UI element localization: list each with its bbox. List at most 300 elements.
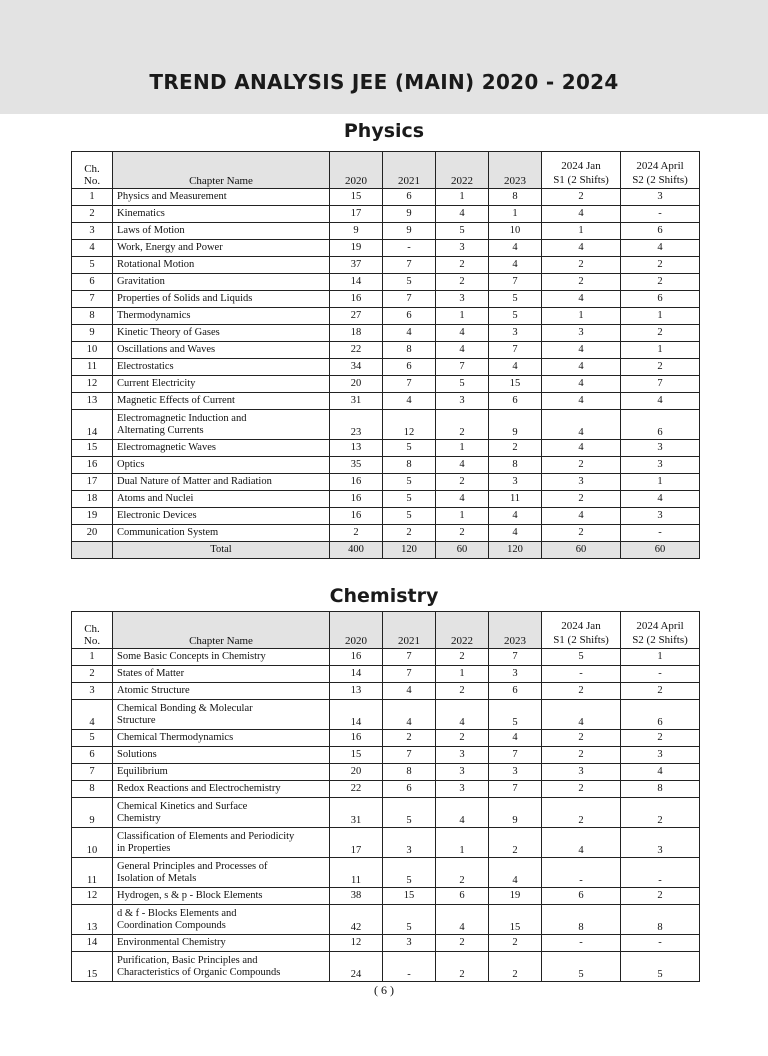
count-2021: 9 [383,206,436,223]
count-2024-jan: 2 [542,798,621,828]
count-2024-jan: 2 [542,491,621,508]
count-2021: 7 [383,291,436,308]
count-2023: 11 [489,491,542,508]
chapter-number: 15 [72,440,113,457]
physics-header-row [72,152,700,189]
count-2024-jan: 4 [542,342,621,359]
chemistry-table-row [72,666,700,683]
count-2024-april: 5 [621,952,700,982]
count-2020: 16 [330,491,383,508]
count-2022: 2 [436,474,489,491]
count-2022: 3 [436,393,489,410]
count-2024-jan: - [542,666,621,683]
count-2023: 6 [489,683,542,700]
april-2024-header [621,612,700,649]
chapter-name-line: Chemistry [117,812,161,824]
count-2021: 5 [383,491,436,508]
count-2024-april: 6 [621,700,700,730]
count-2024-jan: 5 [542,649,621,666]
count-2024-april: 4 [621,491,700,508]
count-2023: 7 [489,649,542,666]
count-2023: 3 [489,474,542,491]
count-2021: 4 [383,700,436,730]
count-2023: 4 [489,525,542,542]
count-2022: 2 [436,274,489,291]
count-2022: 5 [436,223,489,240]
chapter-number: 1 [72,189,113,206]
chapter-number: 10 [72,342,113,359]
chapter-number: 19 [72,508,113,525]
count-2021: 15 [383,888,436,905]
chapter-name [113,274,330,291]
chapter-number-header [72,612,113,649]
count-2020: 18 [330,325,383,342]
count-2024-april: - [621,935,700,952]
count-2020: 35 [330,457,383,474]
count-2023: 15 [489,905,542,935]
count-2023: 4 [489,257,542,274]
count-2024-april: 1 [621,474,700,491]
count-2021: 8 [383,342,436,359]
physics-table-row [72,223,700,240]
count-2021: 7 [383,649,436,666]
count-2023: 2 [489,440,542,457]
count-2020: 31 [330,393,383,410]
chapter-number: 2 [72,666,113,683]
count-2024-april: 3 [621,747,700,764]
count-2023: 4 [489,858,542,888]
chapter-name-line: Structure [117,714,156,726]
page-number: ( 6 ) [374,983,394,997]
chapter-name-line: Equilibrium [117,766,168,777]
chapter-name-line: Chemical Thermodynamics [117,732,234,743]
count-2022: 2 [436,935,489,952]
chemistry-table-row [72,700,700,730]
count-2020: 16 [330,291,383,308]
count-2022: 1 [436,508,489,525]
count-2020: 22 [330,781,383,798]
chapter-name [113,525,330,542]
count-2024-jan: 2 [542,683,621,700]
chapter-name-line: Classification of Elements and Periodicity [117,830,295,842]
chapter-name-line: Chemical Bonding & Molecular [117,702,253,714]
year-2020-header [330,612,383,649]
chapter-name-line: Laws of Motion [117,225,185,236]
chapter-number: 4 [72,700,113,730]
count-2024-april: 7 [621,376,700,393]
count-2024-april: 2 [621,257,700,274]
chapter-number: 11 [72,359,113,376]
count-2022: 4 [436,325,489,342]
count-2022: 5 [436,376,489,393]
count-2020: 11 [330,858,383,888]
physics-table-row [72,189,700,206]
chapter-name [113,798,330,828]
count-2024-april: 1 [621,649,700,666]
count-2023: 9 [489,798,542,828]
chapter-name-line: Some Basic Concepts in Chemistry [117,651,266,662]
year-2021-header [383,612,436,649]
count-2020: 42 [330,905,383,935]
chapter-number: 20 [72,525,113,542]
chapter-number: 18 [72,491,113,508]
year-2020-header [330,152,383,189]
chapter-name-line: Hydrogen, s & p - Block Elements [117,890,263,901]
physics-table-row [72,325,700,342]
chapter-number: 17 [72,474,113,491]
total-2023: 120 [489,542,542,559]
chapter-name-header-text: Chapter Name [189,175,253,187]
count-2024-jan: 4 [542,828,621,858]
year-2023-header-text: 2023 [504,635,526,647]
chapter-name [113,291,330,308]
physics-table-row [72,308,700,325]
physics-table-row [72,491,700,508]
count-2021: 5 [383,798,436,828]
chapter-name [113,206,330,223]
chapter-number: 10 [72,828,113,858]
physics-table-row [72,257,700,274]
count-2024-jan: 2 [542,274,621,291]
count-2024-jan: 4 [542,440,621,457]
count-2024-april: 3 [621,457,700,474]
count-2021: 7 [383,666,436,683]
count-2024-jan: 3 [542,764,621,781]
chemistry-table-row [72,747,700,764]
physics-table-row [72,274,700,291]
count-2020: 14 [330,274,383,291]
total-2020: 400 [330,542,383,559]
april-2024-header-text: S2 (2 Shifts) [632,634,688,646]
count-2024-april: 3 [621,189,700,206]
count-2021: 6 [383,308,436,325]
count-2024-jan: 4 [542,393,621,410]
chapter-number: 14 [72,410,113,440]
chemistry-table-row [72,683,700,700]
count-2024-april: 2 [621,683,700,700]
chapter-number: 16 [72,457,113,474]
chapter-name [113,905,330,935]
count-2023: 5 [489,308,542,325]
chapter-name-line: General Principles and Processes of [117,860,268,872]
physics-table-row [72,376,700,393]
count-2022: 2 [436,683,489,700]
april-2024-header-text: 2024 April [636,160,684,172]
count-2020: 20 [330,764,383,781]
physics-table-row [72,508,700,525]
count-2024-april: - [621,206,700,223]
count-2022: 1 [436,666,489,683]
chapter-name [113,491,330,508]
chapter-name [113,666,330,683]
count-2023: 6 [489,393,542,410]
physics-table-row [72,525,700,542]
year-2022-header-text: 2022 [451,635,473,647]
count-2024-april: 3 [621,440,700,457]
count-2020: 16 [330,508,383,525]
chemistry-table-row [72,798,700,828]
count-2021: 5 [383,858,436,888]
count-2022: 2 [436,730,489,747]
chemistry-table-row [72,905,700,935]
chapter-number: 11 [72,858,113,888]
physics-table-row [72,240,700,257]
count-2020: 9 [330,223,383,240]
count-2024-april: 8 [621,905,700,935]
count-2020: 20 [330,376,383,393]
count-2022: 4 [436,700,489,730]
physics-table-row [72,457,700,474]
chemistry-table-row [72,764,700,781]
physics-table-row [72,206,700,223]
count-2023: 8 [489,457,542,474]
jan-2024-header-text: 2024 Jan [561,620,601,632]
count-2023: 7 [489,747,542,764]
count-2023: 1 [489,206,542,223]
count-2023: 7 [489,781,542,798]
count-2020: 37 [330,257,383,274]
chapter-number: 4 [72,240,113,257]
count-2023: 7 [489,342,542,359]
chapter-number: 12 [72,376,113,393]
count-2022: 2 [436,410,489,440]
count-2021: 8 [383,457,436,474]
chapter-name-line: Purification, Basic Principles and [117,954,258,966]
count-2024-april: 2 [621,888,700,905]
count-2020: 22 [330,342,383,359]
chapter-name-line: Characteristics of Organic Compounds [117,966,281,978]
chapter-name [113,189,330,206]
count-2020: 34 [330,359,383,376]
count-2021: 3 [383,828,436,858]
count-2020: 31 [330,798,383,828]
physics-table-row [72,474,700,491]
chapter-name-header [113,152,330,189]
count-2022: 3 [436,764,489,781]
count-2021: 8 [383,764,436,781]
count-2023: 2 [489,935,542,952]
count-2021: 2 [383,525,436,542]
count-2024-jan: 6 [542,888,621,905]
count-2024-jan: 4 [542,410,621,440]
count-2021: 5 [383,508,436,525]
chapter-name-line: Atomic Structure [117,685,190,696]
jan-2024-header [542,152,621,189]
chapter-name [113,508,330,525]
chapter-name [113,308,330,325]
count-2024-jan: 4 [542,376,621,393]
count-2020: 17 [330,206,383,223]
year-2021-header-text: 2021 [398,175,420,187]
count-2022: 3 [436,291,489,308]
count-2022: 2 [436,257,489,274]
chapter-name [113,935,330,952]
chapter-name [113,828,330,858]
count-2020: 13 [330,440,383,457]
count-2021: 7 [383,257,436,274]
count-2022: 1 [436,308,489,325]
count-2023: 2 [489,828,542,858]
year-2023-header [489,612,542,649]
count-2021: 6 [383,189,436,206]
count-2022: 4 [436,457,489,474]
count-2021: 5 [383,474,436,491]
count-2021: 4 [383,683,436,700]
count-2024-april: 6 [621,410,700,440]
count-2024-april: 2 [621,798,700,828]
chapter-name [113,730,330,747]
count-2021: 4 [383,325,436,342]
count-2021: - [383,240,436,257]
header-band [0,0,768,114]
count-2020: 23 [330,410,383,440]
chapter-name-line: Physics and Measurement [117,191,227,202]
april-2024-header-text: 2024 April [636,620,684,632]
count-2020: 16 [330,474,383,491]
chapter-name [113,342,330,359]
count-2020: 13 [330,683,383,700]
chapter-name-line: in Properties [117,842,171,854]
chapter-name-line: Kinetic Theory of Gases [117,327,220,338]
count-2021: 5 [383,905,436,935]
chapter-name-line: Properties of Solids and Liquids [117,293,253,304]
count-2020: 38 [330,888,383,905]
count-2022: 3 [436,781,489,798]
count-2024-april: 4 [621,240,700,257]
chapter-number: 14 [72,935,113,952]
count-2021: 2 [383,730,436,747]
count-2024-jan: 2 [542,257,621,274]
total-label: Total [113,542,330,559]
count-2024-jan: 4 [542,508,621,525]
physics-table-row [72,393,700,410]
chapter-name [113,700,330,730]
count-2024-jan: 8 [542,905,621,935]
chapter-name-line: Coordination Compounds [117,919,226,931]
chapter-name [113,257,330,274]
chapter-number: 1 [72,649,113,666]
chapter-name [113,764,330,781]
count-2022: 4 [436,491,489,508]
year-2020-header-text: 2020 [345,635,367,647]
count-2024-jan: 2 [542,781,621,798]
total-2024-april: 60 [621,542,700,559]
count-2024-april: 1 [621,342,700,359]
chapter-name-line: Current Electricity [117,378,196,389]
count-2024-april: 4 [621,764,700,781]
count-2022: 4 [436,206,489,223]
count-2023: 2 [489,952,542,982]
count-2024-jan: 2 [542,189,621,206]
count-2024-jan: 4 [542,700,621,730]
chapter-name [113,376,330,393]
chapter-name-line: Thermodynamics [117,310,191,321]
count-2022: 2 [436,649,489,666]
physics-table-row [72,359,700,376]
jan-2024-header [542,612,621,649]
year-2023-header-text: 2023 [504,175,526,187]
chapter-name [113,325,330,342]
chapter-number: 5 [72,730,113,747]
year-2020-header-text: 2020 [345,175,367,187]
count-2022: 7 [436,359,489,376]
chapter-name-line: Chemical Kinetics and Surface [117,800,248,812]
chapter-name-line: Magnetic Effects of Current [117,395,235,406]
count-2023: 8 [489,189,542,206]
chapter-number: 8 [72,308,113,325]
count-2024-april: - [621,666,700,683]
chemistry-section-title: Chemistry [329,585,439,607]
chapter-name-line: Gravitation [117,276,165,287]
chapter-name-line: Optics [117,459,145,470]
chapter-name-line: Electromagnetic Waves [117,442,216,453]
total-empty-cell [72,542,113,559]
chapter-name-header [113,612,330,649]
count-2024-jan: 1 [542,223,621,240]
physics-table-row [72,291,700,308]
april-2024-header [621,152,700,189]
chapter-name [113,223,330,240]
chapter-number: 7 [72,291,113,308]
chapter-name-line: Electromagnetic Induction and [117,412,247,424]
chapter-name [113,747,330,764]
april-2024-header-text: S2 (2 Shifts) [632,174,688,186]
count-2023: 3 [489,666,542,683]
count-2024-april: 3 [621,508,700,525]
count-2023: 3 [489,325,542,342]
count-2023: 7 [489,274,542,291]
count-2024-jan: 2 [542,730,621,747]
count-2023: 4 [489,730,542,747]
total-2022: 60 [436,542,489,559]
count-2023: 9 [489,410,542,440]
total-2024-jan: 60 [542,542,621,559]
count-2024-jan: 3 [542,325,621,342]
chapter-number-header-text: No. [83,635,101,647]
chapter-name [113,781,330,798]
count-2020: 16 [330,649,383,666]
chapter-name-line: Alternating Currents [117,424,204,436]
chapter-name [113,457,330,474]
chemistry-table-row [72,649,700,666]
count-2021: 3 [383,935,436,952]
count-2021: 6 [383,781,436,798]
count-2024-april: 4 [621,393,700,410]
count-2024-jan: 2 [542,747,621,764]
count-2023: 5 [489,700,542,730]
chapter-number: 3 [72,223,113,240]
count-2024-april: 1 [621,308,700,325]
count-2021: 5 [383,440,436,457]
count-2020: 12 [330,935,383,952]
count-2024-april: - [621,525,700,542]
chapter-name [113,440,330,457]
count-2020: 27 [330,308,383,325]
count-2023: 19 [489,888,542,905]
count-2024-jan: 4 [542,291,621,308]
chapter-name [113,649,330,666]
count-2022: 1 [436,189,489,206]
chemistry-table-row [72,828,700,858]
chapter-number: 7 [72,764,113,781]
chapter-number: 2 [72,206,113,223]
count-2024-april: 2 [621,325,700,342]
count-2020: 16 [330,730,383,747]
chapter-name [113,240,330,257]
count-2021: 5 [383,274,436,291]
chapter-name [113,952,330,982]
chapter-name-line: Electronic Devices [117,510,197,521]
